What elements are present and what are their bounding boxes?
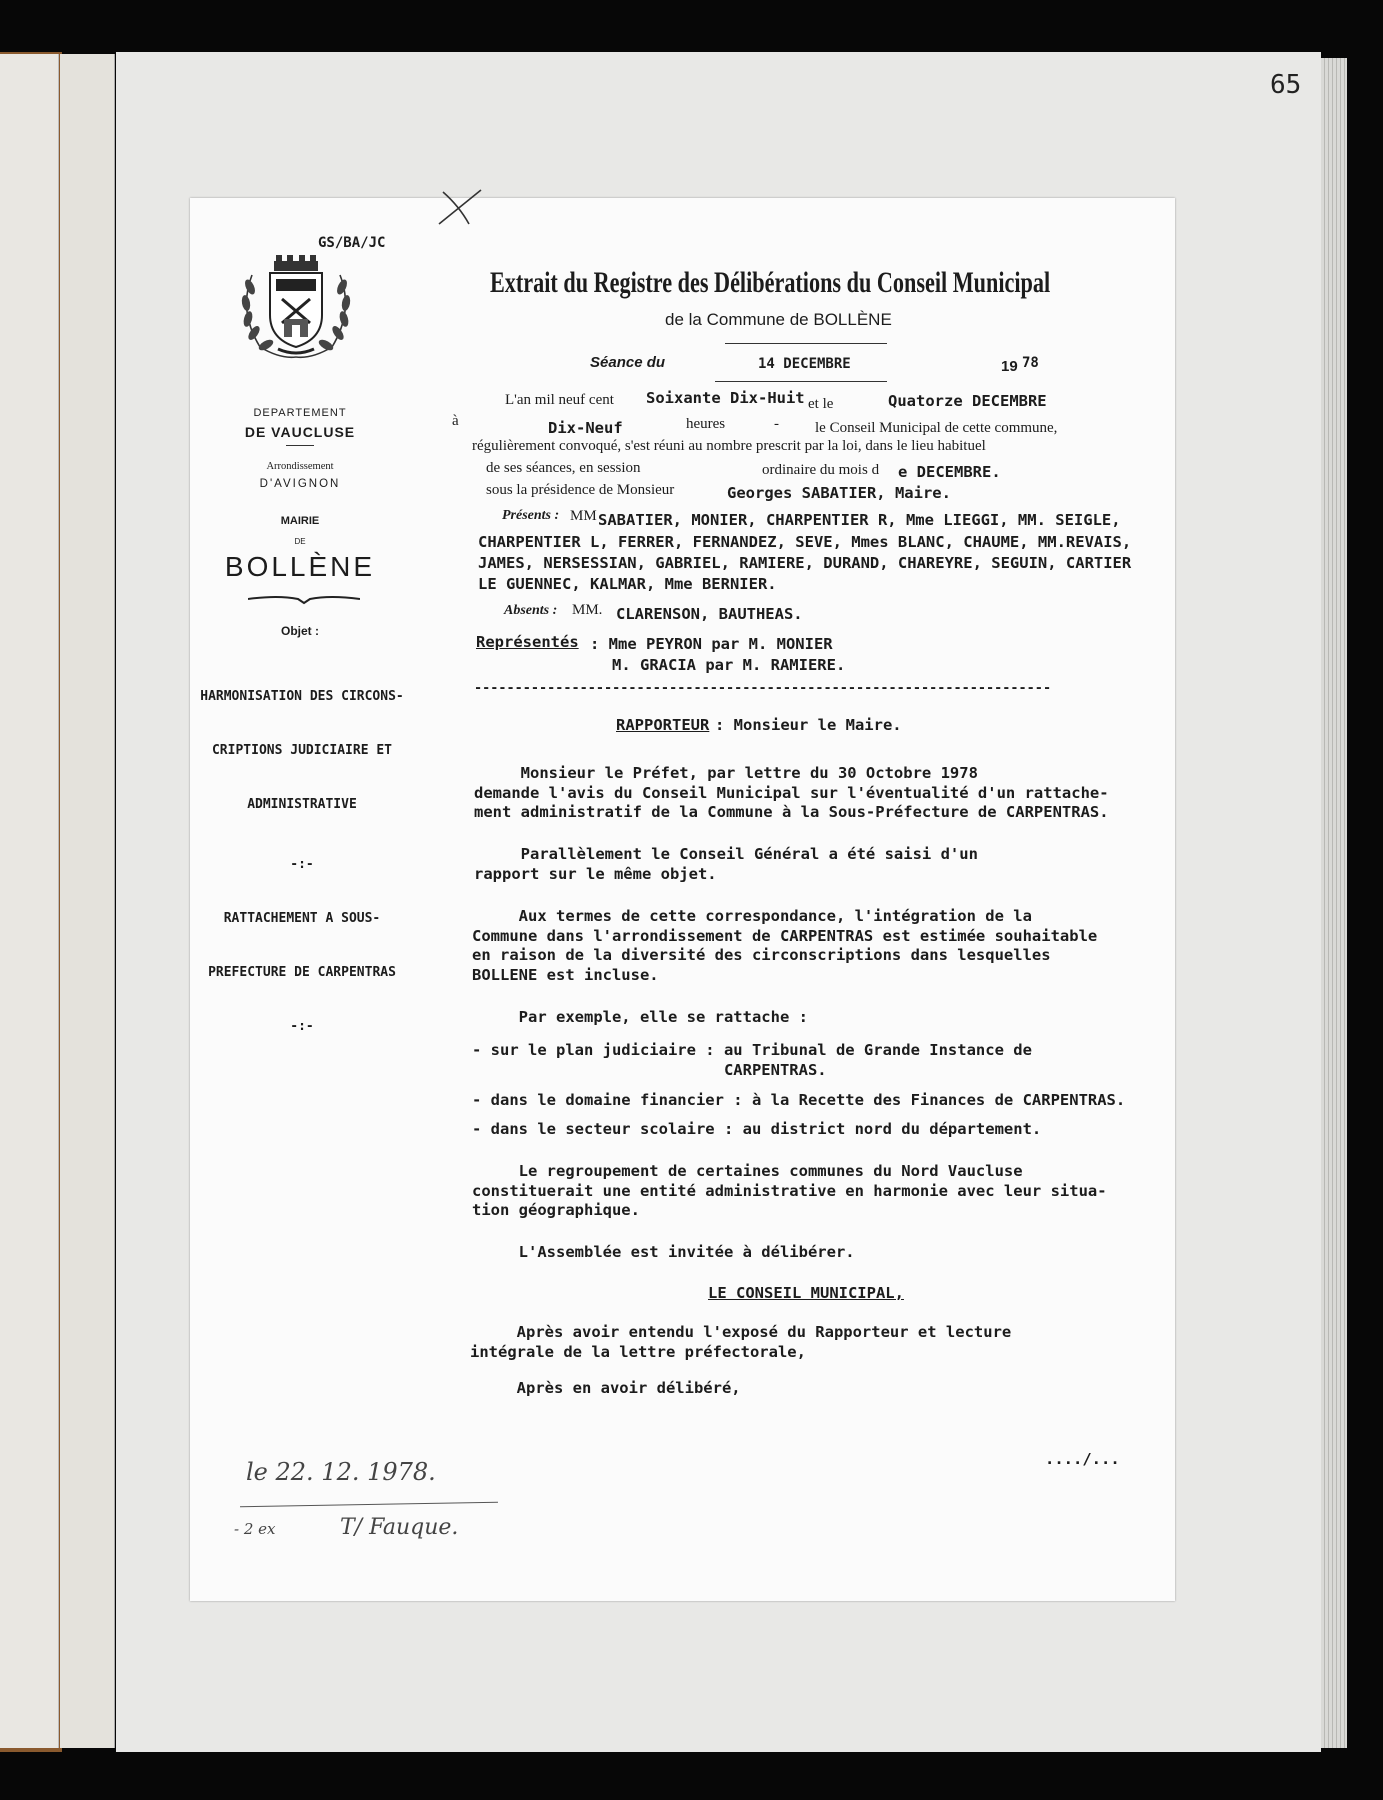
separator-line: ----------------------------------------------------------------------- [474, 680, 1052, 696]
ornament-divider [248, 593, 360, 605]
seance-date: 14 DECEMBRE [758, 356, 851, 372]
body-paragraph-4: Par exemple, elle se rattache : [472, 1008, 808, 1026]
bullet-judiciaire: - sur le plan judiciaire : au Tribunal de Grande Instance de CARPENTRAS. [472, 1041, 1032, 1079]
preamble-day: Quatorze DECEMBRE [888, 392, 1047, 410]
body-paragraph-8: Après en avoir délibéré, [470, 1379, 741, 1397]
presents-line-2: CHARPENTIER L, FERRER, FERNANDEZ, SEVE, Mmes BLANC, CHAUME, MM.REVAIS, [478, 533, 1132, 551]
reference-code: GS/BA/JC [318, 235, 386, 251]
body-paragraph-3: Aux termes de cette correspondance, l'intégration de la Commune dans l'arrondissement de CARPENTRAS est estimée souhaitable en raison de la diversité des circonscriptions dans lesquelles BOLLENE est incluse. [472, 907, 1098, 984]
arrondissement-name: D'AVIGNON [259, 478, 341, 490]
rapporteur-label: RAPPORTEUR [616, 716, 710, 734]
objet-text: HARMONISATION DES CIRCONS- CRIPTIONS JUDICIAIRE ET ADMINISTRATIVE -:- RATTACHEMENT A SOUS- PREFECTURE DE CARPENTRAS -:- [200, 689, 404, 1034]
handwritten-date: le 22. 12. 1978. [246, 1458, 436, 1486]
bullet-scolaire: - dans le secteur scolaire : au district nord du département. [472, 1120, 1042, 1138]
handwritten-recipient: T/ Fauque. [340, 1515, 459, 1540]
presents-line-1: SABATIER, MONIER, CHARPENTIER R, Mme LIEGGI, MM. SEIGLE, [598, 511, 1121, 529]
preamble-year-label: L'an mil neuf cent [505, 392, 614, 408]
conseil-heading: LE CONSEIL MUNICIPAL, [708, 1284, 904, 1302]
absents-names: CLARENSON, BAUTHEAS. [616, 605, 803, 623]
divider [286, 445, 314, 446]
body-paragraph-1: Monsieur le Préfet, par lettre du 30 Octobre 1978 demande l'avis du Conseil Municipal sur l'éventualité d'un rattache- ment administratif de la Commune à la Sous-Préfecture de CARPENTRAS. [474, 764, 1109, 821]
cross-mark [435, 184, 485, 230]
deliberation-sheet [190, 198, 1175, 1601]
arrondissement-label: Arrondissement [266, 461, 334, 472]
objet-label: Objet : [281, 624, 319, 638]
representes-label: Représentés [476, 633, 579, 651]
body-paragraph-2: Parallèlement le Conseil Général a été saisi d'un rapport sur le même objet. [474, 845, 978, 883]
preamble-session: de ses séances, en session [486, 460, 641, 476]
preamble-et-le: et le [808, 396, 834, 412]
mairie-label: MAIRIE [280, 515, 320, 527]
absents-prefix: MM. [572, 602, 603, 618]
document-subtitle: de la Commune de BOLLÈNE [665, 310, 892, 329]
seance-rule [715, 381, 887, 382]
page-stack-edge [1321, 58, 1347, 1748]
presents-line-3: JAMES, NERSESSIAN, GABRIEL, RAMIERE, DURAND, CHAREYRE, SEGUIN, CARTIER [478, 554, 1132, 572]
handwritten-copies: - 2 ex [234, 1520, 276, 1538]
body-paragraph-6: L'Assemblée est invitée à délibérer. [472, 1243, 855, 1261]
bollene-crest-icon [232, 253, 360, 365]
document-title: Extrait du Registre des Délibérations du Conseil Municipal [490, 266, 1051, 299]
mairie-de-label: DE [294, 537, 306, 546]
rapporteur-text: : Monsieur le Maire. [715, 716, 902, 734]
presents-label: Présents : [502, 508, 560, 523]
presents-line-4: LE GUENNEC, KALMAR, Mme BERNIER. [478, 575, 777, 593]
preamble-ordinaire: ordinaire du mois d [762, 462, 880, 478]
body-paragraph-5: Le regroupement de certaines communes du Nord Vaucluse constituerait une entité administrative en harmonie avec leur situa- tion géographique. [472, 1162, 1107, 1219]
preamble-month: e DECEMBRE. [898, 463, 1001, 481]
left-page-margin [60, 54, 115, 1748]
preamble-dash: - [774, 416, 779, 432]
preamble-heures: heures [686, 416, 726, 432]
departement-name: DE VAUCLUSE [244, 424, 356, 440]
absents-label: Absents : [504, 603, 558, 618]
preamble-conseil: le Conseil Municipal de cette commune, [815, 420, 1058, 436]
preamble-hour: Dix-Neuf [548, 419, 623, 437]
representes-line-2: M. GRACIA par M. RAMIERE. [612, 656, 846, 674]
seance-label: Séance du [590, 354, 666, 371]
handwritten-underline [240, 1502, 498, 1508]
preamble-president: Georges SABATIER, Maire. [727, 484, 951, 502]
seance-year-prefix: 19 [1001, 358, 1018, 375]
bullet-financier: - dans le domaine financier : à la Recette des Finances de CARPENTRAS. [472, 1091, 1126, 1109]
commune-name: BOLLÈNE [224, 551, 376, 582]
seance-year-suffix: 78 [1022, 355, 1039, 371]
preamble-year: Soixante Dix-Huit [646, 389, 805, 407]
page-number: 65 [1270, 70, 1302, 100]
preamble-presidence: sous la présidence de Monsieur [486, 482, 675, 498]
body-paragraph-7: Après avoir entendu l'exposé du Rapporteur et lecture intégrale de la lettre préfectorale, [470, 1323, 1012, 1361]
representes-line-1: : Mme PEYRON par M. MONIER [590, 635, 833, 653]
presents-prefix: MM [570, 508, 597, 524]
continued-marker: ..../... [1045, 1450, 1120, 1468]
preamble-convoque: régulièrement convoqué, s'est réuni au nombre prescrit par la loi, dans le lieu habituel [472, 438, 986, 454]
title-rule [725, 343, 887, 344]
departement-label: DEPARTEMENT [253, 407, 347, 419]
preamble-a: à [452, 413, 459, 429]
left-page-edge [0, 54, 59, 1748]
